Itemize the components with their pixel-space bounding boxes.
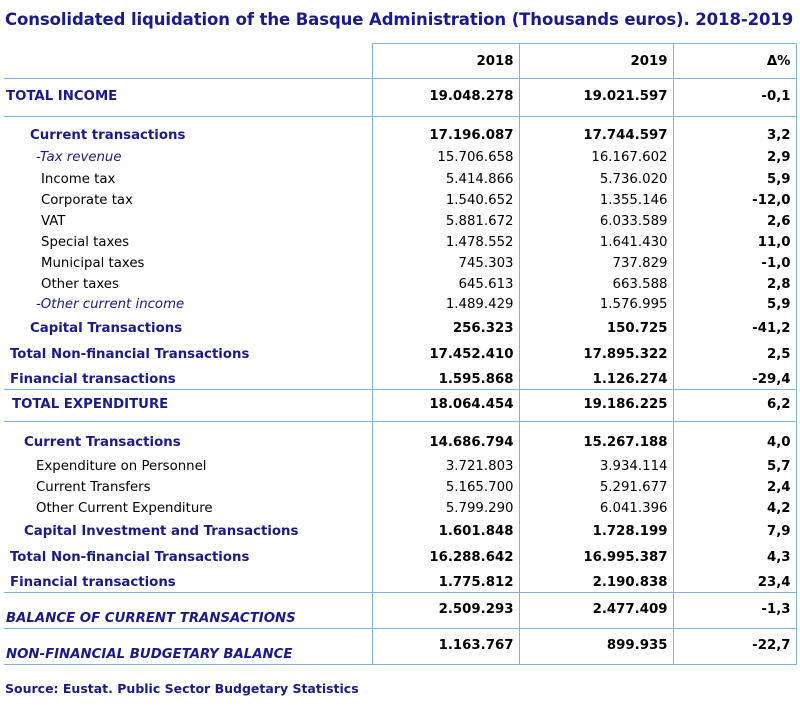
table-row [4, 364, 796, 390]
value-2019: 5.736.020 [519, 167, 673, 189]
row-label: Special taxes [4, 231, 372, 252]
value-delta: 2,8 [673, 273, 796, 294]
value-delta: -29,4 [673, 364, 796, 390]
value-2018: 15.706.658 [372, 145, 519, 167]
row-label: Financial transactions [4, 567, 372, 593]
value-2018: 14.686.794 [372, 422, 519, 452]
row-label: Current transactions [4, 117, 372, 145]
value-delta: 5,9 [673, 294, 796, 314]
value-delta: 11,0 [673, 231, 796, 252]
table-row [4, 252, 796, 273]
row-label: Expenditure on Personnel [4, 452, 372, 476]
value-2019: 5.291.677 [519, 476, 673, 497]
value-2018: 5.799.290 [372, 497, 519, 518]
header-2019: 2019 [519, 44, 673, 79]
value-delta: 2,6 [673, 210, 796, 231]
table-row [4, 231, 796, 252]
value-2019: 899.935 [519, 629, 673, 665]
value-2018: 16.288.642 [372, 541, 519, 567]
value-2018: 745.303 [372, 252, 519, 273]
value-2019: 17.895.322 [519, 338, 673, 364]
table-row [4, 273, 796, 294]
value-2019: 1.728.199 [519, 518, 673, 541]
value-delta: 2,5 [673, 338, 796, 364]
value-2019: 16.995.387 [519, 541, 673, 567]
value-delta: 5,7 [673, 452, 796, 476]
row-label: Municipal taxes [4, 252, 372, 273]
value-2019: 663.588 [519, 273, 673, 294]
row-label: Capital Investment and Transactions [4, 518, 372, 541]
row-label: NON-FINANCIAL BUDGETARY BALANCE [4, 629, 372, 665]
value-2019: 6.033.589 [519, 210, 673, 231]
value-delta: -22,7 [673, 629, 796, 665]
row-label: -Tax revenue [4, 145, 372, 167]
value-2019: 17.744.597 [519, 117, 673, 145]
value-2019: 2.190.838 [519, 567, 673, 593]
header-label-cell [4, 44, 372, 79]
table-row [4, 167, 796, 189]
row-label: TOTAL INCOME [4, 79, 372, 117]
table-body [4, 79, 796, 665]
value-2018: 2.509.293 [372, 593, 519, 629]
table-row [4, 593, 796, 629]
value-2019: 1.641.430 [519, 231, 673, 252]
row-label: Income tax [4, 167, 372, 189]
value-2018: 1.478.552 [372, 231, 519, 252]
value-2019: 1.355.146 [519, 189, 673, 210]
table-row [4, 294, 796, 314]
header-row [4, 44, 796, 79]
row-label: -Other current income [4, 294, 372, 314]
table-row [4, 79, 796, 117]
table-row [4, 452, 796, 476]
row-label: Other Current Expenditure [4, 497, 372, 518]
value-delta: -12,0 [673, 189, 796, 210]
value-delta: 2,4 [673, 476, 796, 497]
table-row [4, 390, 796, 422]
value-2018: 17.196.087 [372, 117, 519, 145]
value-2018: 5.414.866 [372, 167, 519, 189]
value-2018: 256.323 [372, 314, 519, 338]
value-delta: 4,2 [673, 497, 796, 518]
row-label: Total Non-financial Transactions [4, 541, 372, 567]
value-delta: 4,3 [673, 541, 796, 567]
value-2018: 3.721.803 [372, 452, 519, 476]
value-2018: 1.595.868 [372, 364, 519, 390]
value-2018: 1.540.652 [372, 189, 519, 210]
table-title: Consolidated liquidation of the Basque Administration (Thousands euros). 2018-2019 [5, 10, 794, 29]
table-row [4, 314, 796, 338]
header-delta: Δ% [673, 44, 796, 79]
value-delta: 3,2 [673, 117, 796, 145]
value-delta: -0,1 [673, 79, 796, 117]
value-2018: 17.452.410 [372, 338, 519, 364]
liquidation-table [4, 43, 797, 665]
value-delta: 23,4 [673, 567, 796, 593]
value-delta: -41,2 [673, 314, 796, 338]
value-2019: 150.725 [519, 314, 673, 338]
value-2018: 19.048.278 [372, 79, 519, 117]
row-label: TOTAL EXPENDITURE [4, 390, 372, 422]
value-delta: 2,9 [673, 145, 796, 167]
value-delta: -1,0 [673, 252, 796, 273]
table-row [4, 497, 796, 518]
row-label: Current Transactions [4, 422, 372, 452]
value-2018: 5.881.672 [372, 210, 519, 231]
table-row [4, 476, 796, 497]
table-row [4, 189, 796, 210]
value-delta: 5,9 [673, 167, 796, 189]
value-2018: 1.163.767 [372, 629, 519, 665]
value-2019: 1.576.995 [519, 294, 673, 314]
value-2018: 5.165.700 [372, 476, 519, 497]
value-2019: 2.477.409 [519, 593, 673, 629]
row-label: Financial transactions [4, 364, 372, 390]
value-delta: -1,3 [673, 593, 796, 629]
table-row [4, 338, 796, 364]
row-label: Corporate tax [4, 189, 372, 210]
table-row [4, 210, 796, 231]
table-row [4, 541, 796, 567]
row-label: Other taxes [4, 273, 372, 294]
value-delta: 4,0 [673, 422, 796, 452]
header-2018: 2018 [372, 44, 519, 79]
value-2019: 6.041.396 [519, 497, 673, 518]
value-2018: 18.064.454 [372, 390, 519, 422]
table-row [4, 145, 796, 167]
value-2019: 19.186.225 [519, 390, 673, 422]
value-2019: 16.167.602 [519, 145, 673, 167]
value-2018: 645.613 [372, 273, 519, 294]
row-label: VAT [4, 210, 372, 231]
table-row [4, 567, 796, 593]
row-label: Capital Transactions [4, 314, 372, 338]
row-label: BALANCE OF CURRENT TRANSACTIONS [4, 593, 372, 629]
value-2019: 1.126.274 [519, 364, 673, 390]
value-2019: 19.021.597 [519, 79, 673, 117]
value-2019: 3.934.114 [519, 452, 673, 476]
table-row [4, 629, 796, 665]
row-label: Total Non-financial Transactions [4, 338, 372, 364]
row-label: Current Transfers [4, 476, 372, 497]
value-2019: 737.829 [519, 252, 673, 273]
source-note: Source: Eustat. Public Sector Budgetary Statistics [5, 681, 359, 696]
table-row [4, 117, 796, 145]
value-delta: 7,9 [673, 518, 796, 541]
table-row [4, 518, 796, 541]
table-row [4, 422, 796, 452]
value-2018: 1.601.848 [372, 518, 519, 541]
value-2018: 1.489.429 [372, 294, 519, 314]
value-delta: 6,2 [673, 390, 796, 422]
value-2019: 15.267.188 [519, 422, 673, 452]
value-2018: 1.775.812 [372, 567, 519, 593]
